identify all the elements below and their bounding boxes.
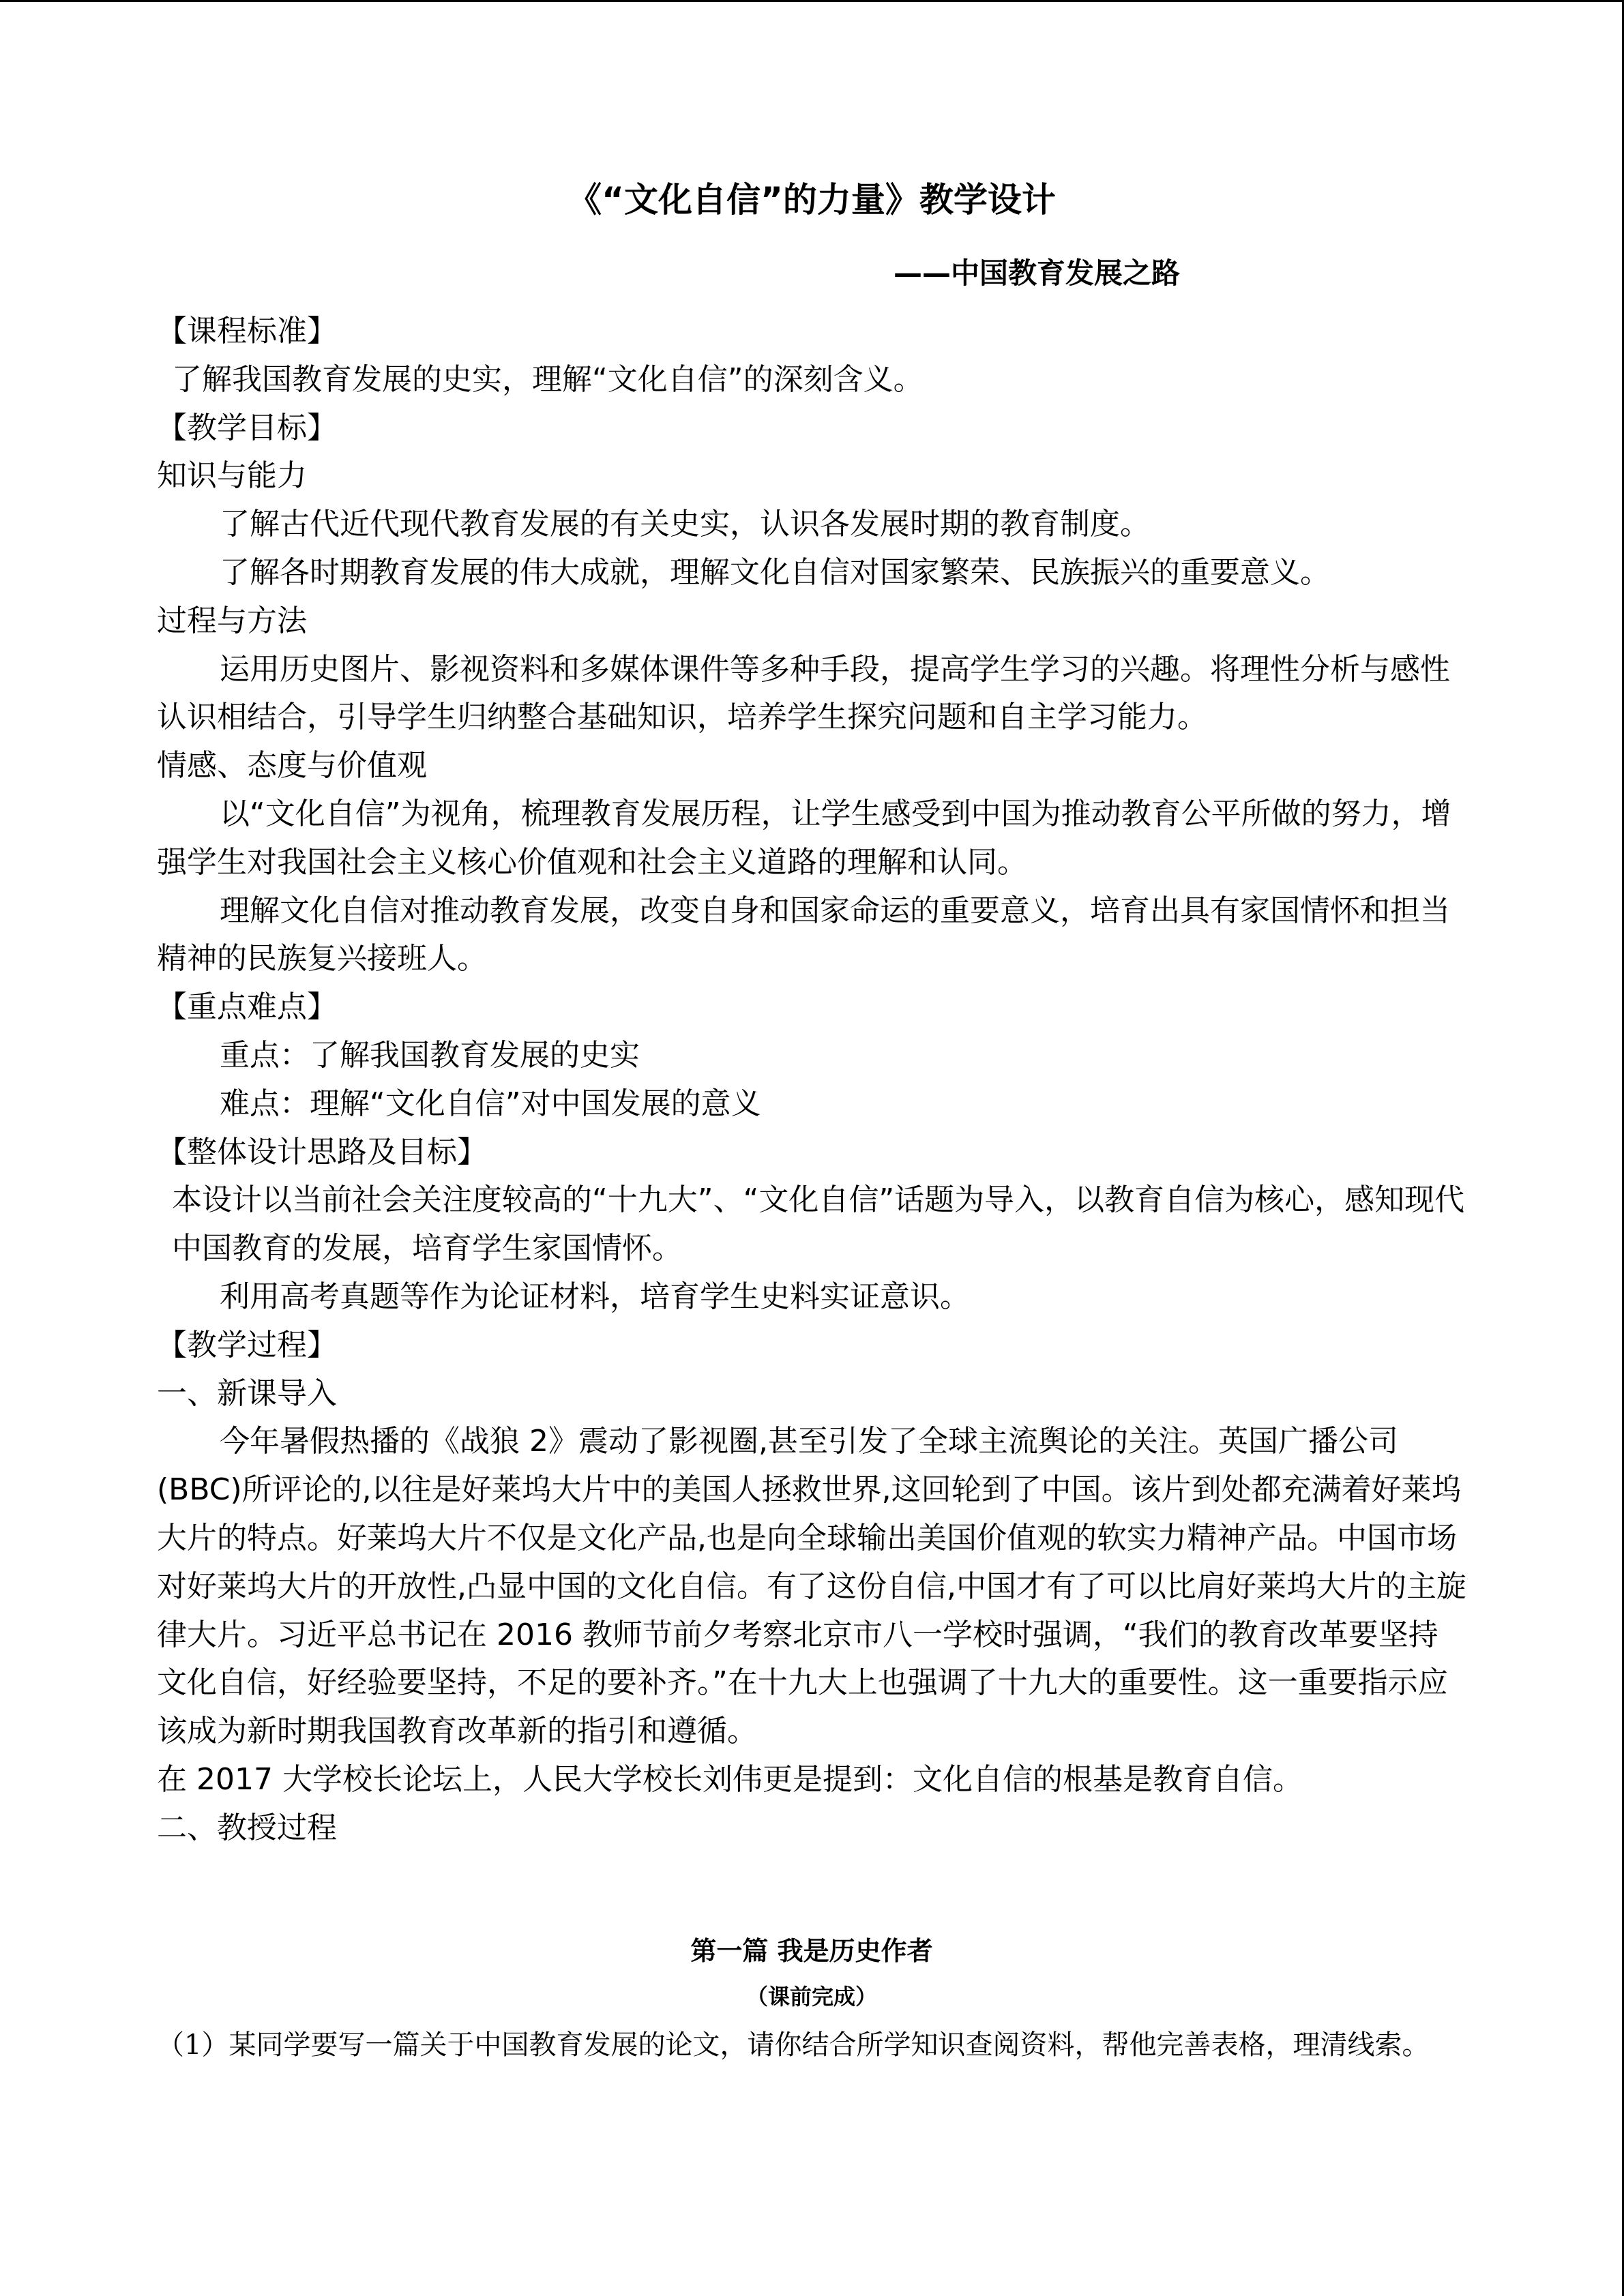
paragraph-intro-2: 在 2017 大学校长论坛上，人民大学校长刘伟更是提到：文化自信的根基是教育自信。 <box>157 1761 1303 1797</box>
subheading-knowledge: 知识与能力 <box>157 458 307 494</box>
part-one-task: （1）某同学要写一篇关于中国教育发展的论文，请你结合所学知识查阅资料，帮他完善表格，理清线索。 <box>157 2029 1430 2061</box>
section-heading-process: 【教学过程】 <box>157 1327 337 1362</box>
document-title: 《“文化自信”的力量》教学设计 <box>567 180 1056 220</box>
paragraph-standard: 了解我国教育发展的史实，理解“文化自信”的深刻含义。 <box>172 361 924 397</box>
document-subtitle: ——中国教育发展之路 <box>894 256 1181 290</box>
paragraph-key-point: 重点：了解我国教育发展的史实 <box>220 1037 640 1073</box>
section-heading-goals: 【教学目标】 <box>157 410 337 445</box>
paragraph-design-2: 利用高考真题等作为论证材料，培育学生史料实证意识。 <box>220 1279 970 1314</box>
paragraph-knowledge-1: 了解古代近代现代教育发展的有关史实，认识各发展时期的教育制度。 <box>220 507 1150 542</box>
paragraph-design-1: 本设计以当前社会关注度较高的“十九大”、“文化自信”话题为导入，以教育自信为核心，感知现代中国教育的发展，培育学生家国情怀。 <box>172 1182 1465 1266</box>
section-heading-standard: 【课程标准】 <box>157 314 337 348</box>
section-heading-key-points: 【重点难点】 <box>157 989 337 1025</box>
subheading-teaching: 二、教授过程 <box>157 1810 337 1845</box>
subheading-emotion: 情感、态度与价值观 <box>157 748 427 784</box>
paragraph-emotion-2: 理解文化自信对推动教育发展，改变自身和国家命运的重要意义，培育出具有家国情怀和担当精神的民族复兴接班人。 <box>157 893 1450 976</box>
part-one-subtitle: （课前完成） <box>745 1984 877 2010</box>
paragraph-process-1: 运用历史图片、影视资料和多媒体课件等多种手段，提高学生学习的兴趣。将理性分析与感性认识相结合，引导学生归纳整合基础知识，培养学生探究问题和自主学习能力。 <box>157 651 1450 735</box>
paragraph-emotion-1: 以“文化自信”为视角，梳理教育发展历程，让学生感受到中国为推动教育公平所做的努力，增强学生对我国社会主义核心价值观和社会主义道路的理解和认同。 <box>157 796 1451 880</box>
document-body <box>157 308 1466 1853</box>
paragraph-difficult-point: 难点：理解“文化自信”对中国发展的意义 <box>220 1086 761 1121</box>
section-heading-design: 【整体设计思路及目标】 <box>157 1134 487 1169</box>
subheading-process: 过程与方法 <box>157 603 307 638</box>
paragraph-intro: 今年暑假热播的《战狼 2》震动了影视圈,甚至引发了全球主流舆论的关注。英国广播公司(BBC)所评论的,以往是好莱坞大片中的美国人拯救世界,这回轮到了中国。该片到处都充满着好莱坞大片的特点。好莱坞大片不仅是文化产品,也是向全球输出美国价值观的软实力精神产品。中国市场对好莱坞大片的开放性,凸显中国的文化自信。有了这份自信,中国才有了可以比肩好莱坞大片的主旋律大片。习近平总书记在 2016 教师节前夕考察北京市八一学校时强调，“我们的教育改革要坚持文化自信，好经验要坚持，不足的要补齐。”在十九大上也强调了十九大的重要性。这一重要指示应该成为新时期我国教育改革新的指引和遵循。 <box>157 1424 1466 1749</box>
subheading-intro: 一、新课导入 <box>157 1375 337 1411</box>
part-one-section <box>157 1932 1466 2072</box>
paragraph-knowledge-2: 了解各时期教育发展的伟大成就，理解文化自信对国家繁荣、民族振兴的重要意义。 <box>220 554 1330 590</box>
part-one-title: 第一篇 我是历史作者 <box>690 1936 933 1966</box>
